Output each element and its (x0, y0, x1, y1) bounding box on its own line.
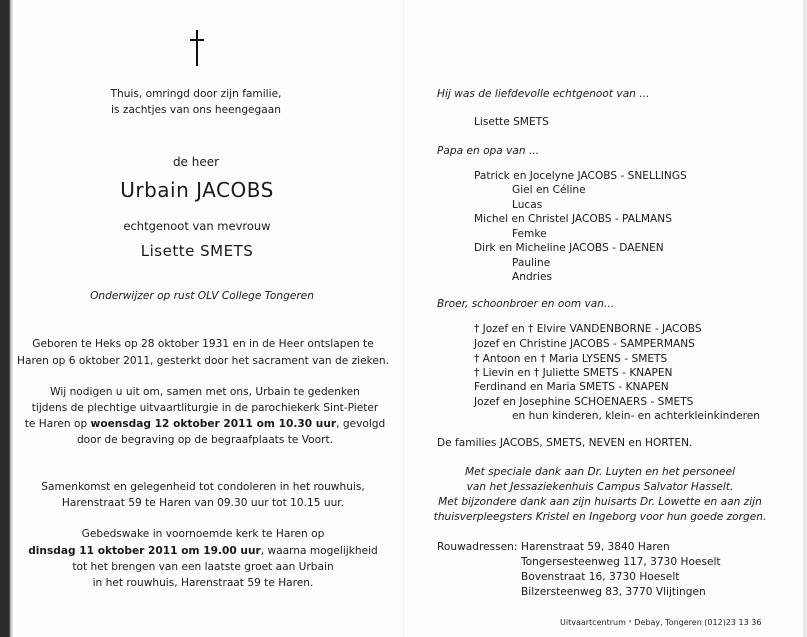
wake-line-2: dinsdag 11 oktober 2011 om 19.00 uur, waarna mogelijkheid (28, 545, 378, 557)
meeting-line-1: Samenkomst en gelegenheid tot condoleren in het rouwhuis, (41, 481, 365, 493)
wake-line-3: tot het brengen van een laatste groet aan Urbain (72, 561, 334, 573)
address-line: Tongersesteenweg 117, 3730 Hoeselt (521, 556, 721, 568)
wake-line-1: Gebedswake in voornoemde kerk te Haren op (81, 528, 325, 540)
occupation: Onderwijzer op rust OLV College Tongeren (90, 290, 314, 302)
sibling-line: Ferdinand en Maria SMETS - KNAPEN (474, 381, 669, 393)
cross-icon (190, 30, 204, 66)
intro-line-2: is zachtjes van ons heengegaan (111, 104, 281, 116)
invite-line-3: te Haren op woensdag 12 oktober 2011 om 10.30 uur, gevolgd (24, 418, 386, 430)
invite-line-2: tijdens de plechtige uitvaartliturgie in de parochiekerk Sint-Pieter (31, 402, 379, 414)
thanks-line-1: Met speciale dank aan Dr. Luyten en het personeel (464, 466, 736, 478)
address-label: Rouwadressen: (437, 541, 518, 553)
card-fold (403, 0, 404, 637)
sibling-line: Jozef en Josephine SCHOENAERS - SMETS (474, 396, 694, 408)
title-de-heer: de heer (172, 155, 220, 169)
address-line: Bilzersteenweg 83, 3770 Vlijtingen (521, 586, 706, 598)
sibling-line: en hun kinderen, klein- en achterkleinkinderen (512, 410, 760, 422)
family-line: Pauline (512, 257, 551, 269)
sibling-line: † Lievin en † Juliette SMETS - KNAPEN (474, 367, 673, 379)
scan-edge-left (0, 0, 14, 637)
scan-edge-right (803, 0, 807, 637)
address-line: Bovenstraat 16, 3730 Hoeselt (521, 571, 680, 583)
husband-of: Lisette SMETS (474, 116, 549, 128)
families-line: De families JACOBS, SMETS, NEVEN en HORTEN. (437, 437, 693, 449)
family-line: Dirk en Micheline JACOBS - DAENEN (474, 242, 664, 254)
family-line: Femke (512, 228, 547, 240)
address-line: Harenstraat 59, 3840 Haren (521, 541, 670, 553)
family-line: Patrick en Jocelyne JACOBS - SNELLINGS (474, 170, 687, 182)
thanks-line-4: thuisverpleegsters Kristel en Ingeborg voor hun goede zorgen. (433, 511, 767, 523)
funeral-date: woensdag 12 oktober 2011 om 10.30 uur (90, 418, 337, 430)
thanks-line-2: van het Jessaziekenhuis Campus Salvator Hasselt. (466, 481, 734, 493)
spouse-label: echtgenoot van mevrouw (123, 219, 271, 233)
meeting-line-2: Harenstraat 59 te Haren van 09.30 uur tot 10.15 uur. (61, 497, 345, 509)
grandchildren-heading: Papa en opa van ... (437, 145, 540, 157)
family-line: Andries (512, 271, 553, 283)
thanks-line-3: Met bijzondere dank aan zijn huisarts Dr. Lowette en aan zijn (438, 496, 762, 508)
wake-line-4: in het rouwhuis, Harenstraat 59 te Haren. (92, 577, 314, 589)
wake-date: dinsdag 11 oktober 2011 om 19.00 uur (28, 545, 261, 557)
family-line: Giel en Céline (512, 184, 586, 196)
sibling-line: † Jozef en † Elvire VANDENBORNE - JACOBS (474, 323, 702, 335)
birth-line-2: Haren op 6 oktober 2011, gesterkt door het sacrament van de zieken. (17, 355, 389, 367)
family-line: Michel en Christel JACOBS - PALMANS (474, 213, 672, 225)
deceased-name: Urbain JACOBS (120, 178, 274, 202)
sibling-line: Jozef en Christine JACOBS - SAMPERMANS (474, 338, 695, 350)
husband-heading: Hij was de liefdevolle echtgenoot van ... (437, 88, 650, 100)
invite-line-1: Wij nodigen u uit om, samen met ons, Urbain te gedenken (50, 386, 360, 398)
birth-line-1: Geboren te Heks op 28 oktober 1931 en in de Heer ontslapen te (32, 338, 374, 350)
invite-line-4: door de begraving op de begraafplaats te Voort. (76, 434, 334, 446)
intro-line-1: Thuis, omringd door zijn familie, (110, 88, 282, 100)
funeral-home-footer: Uitvaartcentrum ᵛ Debay, Tongeren (012)23 13 36 (560, 618, 762, 627)
spouse-name: Lisette SMETS (140, 242, 254, 260)
sibling-line: † Antoon en † Maria LYSENS - SMETS (474, 353, 668, 365)
siblings-heading: Broer, schoonbroer en oom van... (437, 298, 615, 310)
family-line: Lucas (512, 199, 543, 211)
